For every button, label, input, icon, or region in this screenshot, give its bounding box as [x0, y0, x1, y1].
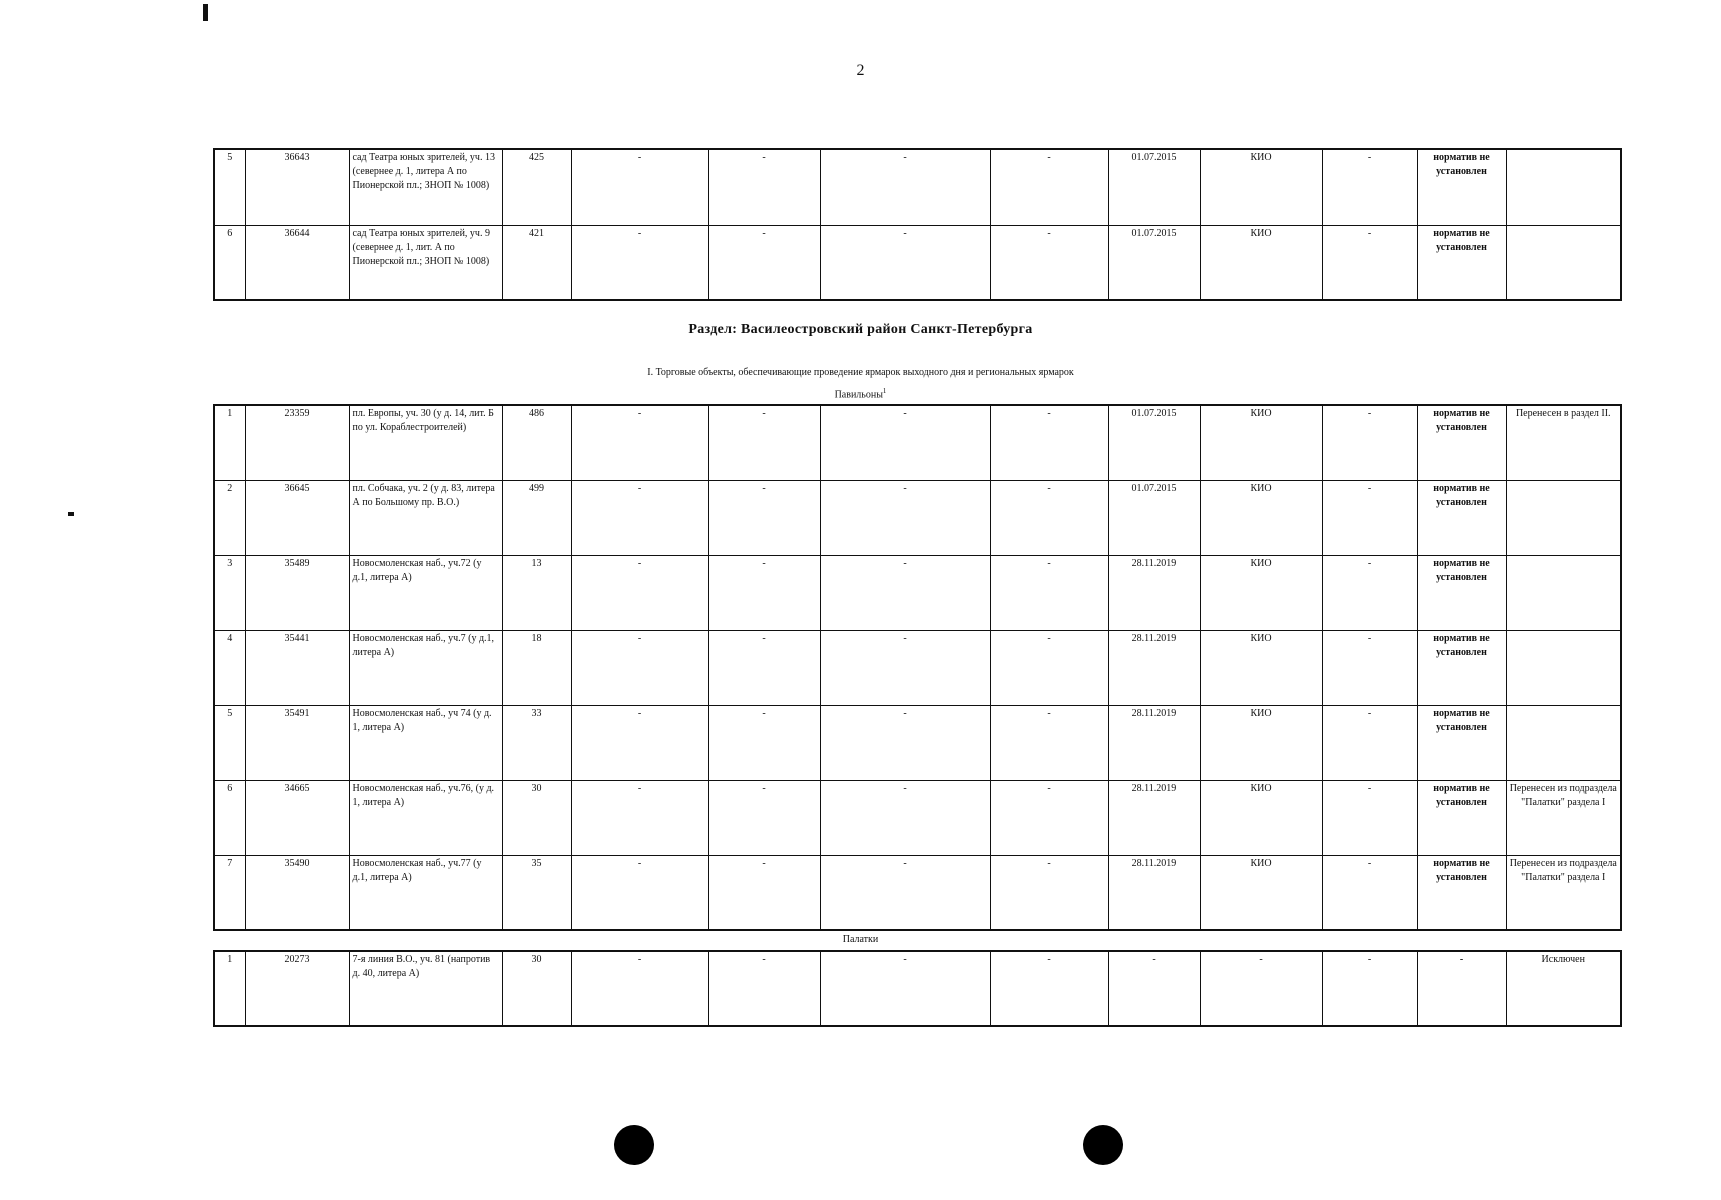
cell-c8: - — [990, 225, 1108, 300]
cell-norm: норматив не установлен — [1417, 480, 1506, 555]
cell-date: 28.11.2019 — [1108, 555, 1200, 630]
subsection-tents-caption: Палатки — [842, 934, 879, 945]
cell-id: 34665 — [245, 780, 349, 855]
cell-c7: - — [820, 705, 990, 780]
table-row — [214, 149, 1621, 225]
cell-no: 4 — [214, 630, 245, 705]
cell-address: сад Театра юных зрителей, уч. 9 (севернее д. 1, лит. А по Пионерской пл.; ЗНОП № 1008) — [349, 225, 502, 300]
scan-mark — [68, 512, 74, 516]
cell-c11: - — [1322, 630, 1417, 705]
cell-note — [1506, 705, 1621, 780]
cell-c8: - — [990, 480, 1108, 555]
subsection-pavilions-label: Павильоны — [834, 389, 883, 401]
cell-area: 30 — [502, 780, 571, 855]
cell-c8: - — [990, 951, 1108, 1026]
cell-org: - — [1200, 951, 1322, 1026]
cell-id: 35441 — [245, 630, 349, 705]
cell-address: Новосмоленская наб., уч.7 (у д.1, литера А) — [349, 630, 502, 705]
scan-mark — [203, 4, 208, 21]
cell-org: КИО — [1200, 149, 1322, 225]
table-row — [214, 855, 1621, 930]
page-number: 2 — [856, 62, 865, 79]
cell-org: КИО — [1200, 405, 1322, 480]
cell-c6: - — [708, 630, 820, 705]
cell-c7: - — [820, 405, 990, 480]
cell-area: 13 — [502, 555, 571, 630]
cell-area: 486 — [502, 405, 571, 480]
cell-c5: - — [571, 149, 708, 225]
cell-c7: - — [820, 855, 990, 930]
table-pavilions — [213, 404, 1622, 931]
cell-date: 28.11.2019 — [1108, 705, 1200, 780]
punch-hole-right — [1083, 1125, 1123, 1165]
table-row — [214, 630, 1621, 705]
cell-date: 28.11.2019 — [1108, 630, 1200, 705]
cell-c5: - — [571, 951, 708, 1026]
cell-note: Исключен — [1506, 951, 1621, 1026]
cell-norm: - — [1417, 951, 1506, 1026]
cell-address: сад Театра юных зрителей, уч. 13 (севернее д. 1, литера А по Пионерской пл.; ЗНОП № 1008) — [349, 149, 502, 225]
cell-note — [1506, 225, 1621, 300]
table-section-continued — [213, 148, 1622, 301]
cell-note — [1506, 630, 1621, 705]
cell-norm: норматив не установлен — [1417, 780, 1506, 855]
cell-org: КИО — [1200, 780, 1322, 855]
cell-norm: норматив не установлен — [1417, 149, 1506, 225]
cell-norm: норматив не установлен — [1417, 555, 1506, 630]
punch-hole-left — [614, 1125, 654, 1165]
cell-area: 35 — [502, 855, 571, 930]
cell-address: Новосмоленская наб., уч.77 (у д.1, литера А) — [349, 855, 502, 930]
cell-no: 7 — [214, 855, 245, 930]
cell-address: Новосмоленская наб., уч 74 (у д. 1, литера А) — [349, 705, 502, 780]
cell-c6: - — [708, 780, 820, 855]
cell-norm: норматив не установлен — [1417, 705, 1506, 780]
cell-norm: норматив не установлен — [1417, 405, 1506, 480]
cell-c11: - — [1322, 225, 1417, 300]
cell-note — [1506, 480, 1621, 555]
cell-c6: - — [708, 855, 820, 930]
cell-org: КИО — [1200, 630, 1322, 705]
cell-no: 1 — [214, 405, 245, 480]
cell-area: 18 — [502, 630, 571, 705]
cell-c11: - — [1322, 555, 1417, 630]
cell-area: 421 — [502, 225, 571, 300]
cell-id: 36644 — [245, 225, 349, 300]
cell-address: Новосмоленская наб., уч.76, (у д. 1, литера А) — [349, 780, 502, 855]
cell-c8: - — [990, 555, 1108, 630]
cell-no: 2 — [214, 480, 245, 555]
cell-norm: норматив не установлен — [1417, 225, 1506, 300]
cell-no: 6 — [214, 225, 245, 300]
cell-note: Перенесен из подраздела "Палатки" раздела I — [1506, 855, 1621, 930]
cell-c7: - — [820, 149, 990, 225]
cell-address: Новосмоленская наб., уч.72 (у д.1, литера А) — [349, 555, 502, 630]
cell-id: 23359 — [245, 405, 349, 480]
table-row — [214, 480, 1621, 555]
cell-date: 28.11.2019 — [1108, 855, 1200, 930]
cell-c6: - — [708, 225, 820, 300]
cell-c7: - — [820, 480, 990, 555]
table-row — [214, 705, 1621, 780]
cell-c11: - — [1322, 149, 1417, 225]
cell-c6: - — [708, 951, 820, 1026]
cell-no: 5 — [214, 149, 245, 225]
cell-address: пл. Собчака, уч. 2 (у д. 83, литера А по Большому пр. В.О.) — [349, 480, 502, 555]
cell-c8: - — [990, 780, 1108, 855]
cell-c5: - — [571, 225, 708, 300]
cell-id: 35490 — [245, 855, 349, 930]
cell-c11: - — [1322, 780, 1417, 855]
cell-c5: - — [571, 405, 708, 480]
cell-area: 425 — [502, 149, 571, 225]
cell-c5: - — [571, 480, 708, 555]
cell-c8: - — [990, 705, 1108, 780]
cell-date: 01.07.2015 — [1108, 225, 1200, 300]
cell-org: КИО — [1200, 855, 1322, 930]
cell-date: - — [1108, 951, 1200, 1026]
cell-no: 3 — [214, 555, 245, 630]
table-row — [214, 405, 1621, 480]
cell-id: 20273 — [245, 951, 349, 1026]
cell-c5: - — [571, 705, 708, 780]
cell-c6: - — [708, 405, 820, 480]
cell-area: 33 — [502, 705, 571, 780]
cell-note: Перенесен в раздел II. — [1506, 405, 1621, 480]
cell-id: 35489 — [245, 555, 349, 630]
cell-c11: - — [1322, 405, 1417, 480]
cell-c8: - — [990, 855, 1108, 930]
cell-org: КИО — [1200, 705, 1322, 780]
table-row — [214, 555, 1621, 630]
cell-no: 1 — [214, 951, 245, 1026]
cell-c11: - — [1322, 705, 1417, 780]
cell-c7: - — [820, 225, 990, 300]
cell-c11: - — [1322, 855, 1417, 930]
cell-date: 01.07.2015 — [1108, 405, 1200, 480]
cell-c5: - — [571, 555, 708, 630]
cell-address: 7-я линия В.О., уч. 81 (напротив д. 40, литера А) — [349, 951, 502, 1026]
subsection-pavilions-caption — [0, 387, 1721, 400]
cell-org: КИО — [1200, 555, 1322, 630]
cell-c7: - — [820, 780, 990, 855]
cell-c7: - — [820, 630, 990, 705]
table-tents — [213, 950, 1622, 1027]
cell-org: КИО — [1200, 225, 1322, 300]
cell-date: 28.11.2019 — [1108, 780, 1200, 855]
cell-c8: - — [990, 149, 1108, 225]
section-subtitle: I. Торговые объекты, обеспечивающие проведение ярмарок выходного дня и региональных ярмарок — [647, 367, 1074, 378]
footnote-marker: 1 — [882, 387, 887, 395]
cell-note — [1506, 555, 1621, 630]
cell-date: 01.07.2015 — [1108, 149, 1200, 225]
cell-no: 6 — [214, 780, 245, 855]
cell-c6: - — [708, 705, 820, 780]
cell-c7: - — [820, 555, 990, 630]
cell-c5: - — [571, 780, 708, 855]
cell-area: 499 — [502, 480, 571, 555]
table-row — [214, 780, 1621, 855]
cell-org: КИО — [1200, 480, 1322, 555]
cell-id: 35491 — [245, 705, 349, 780]
table-row — [214, 225, 1621, 300]
cell-c11: - — [1322, 480, 1417, 555]
cell-c6: - — [708, 149, 820, 225]
cell-note — [1506, 149, 1621, 225]
table-row — [214, 951, 1621, 1026]
cell-c6: - — [708, 480, 820, 555]
cell-c5: - — [571, 855, 708, 930]
cell-id: 36645 — [245, 480, 349, 555]
cell-c8: - — [990, 405, 1108, 480]
cell-c6: - — [708, 555, 820, 630]
cell-norm: норматив не установлен — [1417, 855, 1506, 930]
cell-no: 5 — [214, 705, 245, 780]
cell-c7: - — [820, 951, 990, 1026]
cell-note: Перенесен из подраздела "Палатки" раздела I — [1506, 780, 1621, 855]
section-title: Раздел: Василеостровский район Санкт-Петербурга — [688, 322, 1033, 337]
cell-id: 36643 — [245, 149, 349, 225]
cell-c8: - — [990, 630, 1108, 705]
cell-norm: норматив не установлен — [1417, 630, 1506, 705]
cell-date: 01.07.2015 — [1108, 480, 1200, 555]
cell-area: 30 — [502, 951, 571, 1026]
cell-c5: - — [571, 630, 708, 705]
cell-address: пл. Европы, уч. 30 (у д. 14, лит. Б по ул. Кораблестроителей) — [349, 405, 502, 480]
cell-c11: - — [1322, 951, 1417, 1026]
